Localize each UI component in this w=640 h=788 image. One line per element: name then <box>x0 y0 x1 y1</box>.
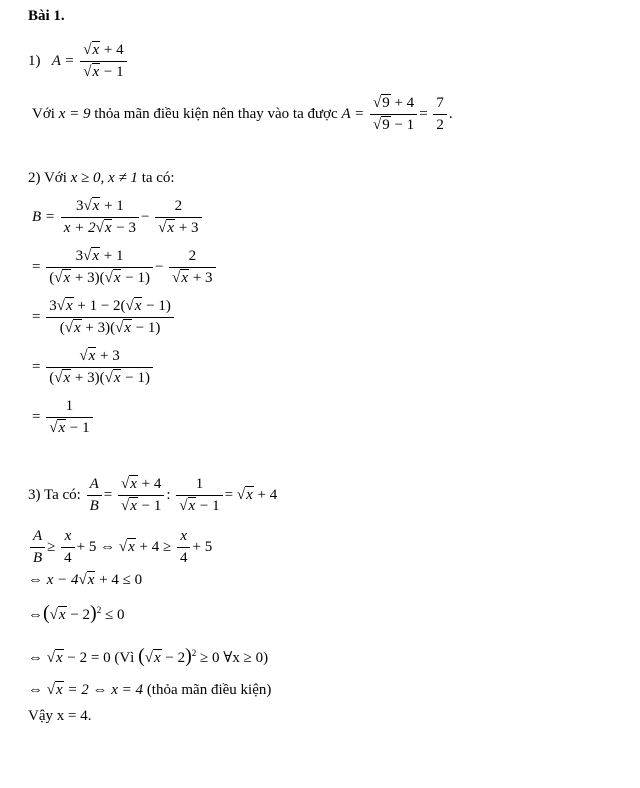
part1-lhs: A = <box>51 52 75 69</box>
part3-line2: $\frac{A}{B}$ ≥ $\frac{x}{4}$ + 5 ⇔ √x + 4 ≥ $\frac{x}{4}$ + 5 <box>28 528 212 567</box>
part2-line2: = $\frac{3√x + 1}{(√x + 3)(√x - 1)}$ − $\frac{2}{√x + 3}$ <box>32 248 218 287</box>
part1-formula <box>28 42 129 81</box>
problem-title: Bài 1. <box>28 8 65 24</box>
part1-result-fraction: $\frac{7}{2}$ <box>433 95 447 134</box>
part1-fraction: $\frac{√x + 4}{√x - 1}$ <box>80 42 126 81</box>
part3-line5: ⇔ √x − 2 = 0 (Vì $(√x - 2)^2 \ge 0$ ∀x ≥ 0) <box>28 645 269 667</box>
part3-line4: ⇔(√x − 2)$^2$ ≤ 0 <box>28 602 125 624</box>
part3-line1: 3) Ta có: $\frac{A}{B}$ = $\frac{√x + 4}{√x - 1}$ : $\frac{1}{√x - 1}$ = √x + 4 <box>28 476 278 514</box>
part1-evaluation: Với x = 9 thỏa mãn điều kiện nên thay vào ta được A = $\frac{√9 + 4}{√9 - 1}$ = $\frac{7}{2}$ . <box>32 95 453 133</box>
part1-label: 1) <box>28 52 41 69</box>
part2-heading: 2) Với x ≥ 0, x ≠ 1 ta có: <box>28 170 175 186</box>
part1-condition: x = 9 <box>58 105 91 122</box>
part2-line4: = $\frac{√x + 3}{(√x + 3)(√x - 1)}$ <box>32 348 155 387</box>
part2-line1: B = $\frac{3√x + 1}{x + 2√x - 3}$ − $\frac{2}{√x + 3}$ <box>32 198 204 237</box>
part3-line3: ⇔ x − 4√x + 4 ≤ 0 <box>28 572 143 588</box>
part1-eval-fraction: $\frac{√9 + 4}{√9 - 1}$ <box>370 95 417 134</box>
conclusion: Vậy x = 4. <box>28 708 92 724</box>
part2-line3: = $\frac{3√x + 1 - 2(√x - 1)}{(√x + 3)(√x - 1)}$ <box>32 298 176 337</box>
part3-line6: ⇔ √x = 2 ⇔ x = 4 (thỏa mãn điều kiện) <box>28 682 272 698</box>
part2-line5: = $\frac{1}{√x - 1}$ <box>32 398 95 437</box>
